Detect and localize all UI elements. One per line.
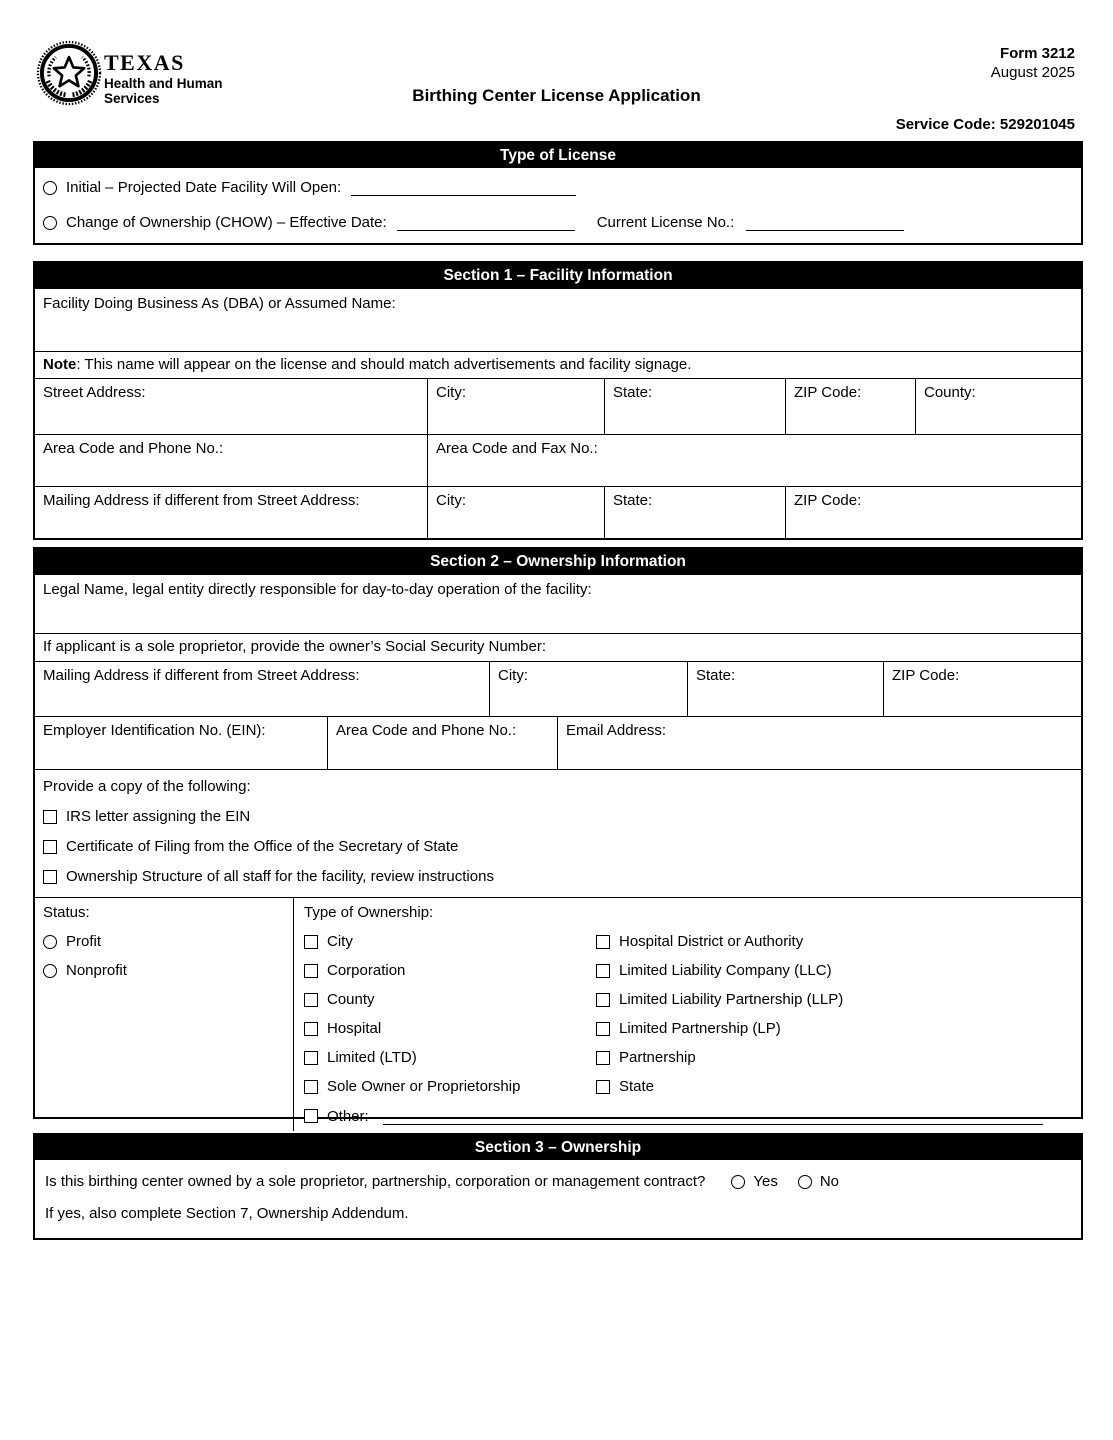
checkbox-county[interactable] xyxy=(304,993,318,1007)
checkbox-hospital-district[interactable] xyxy=(596,935,610,949)
owner-mailing-address-label: Mailing Address if different from Street Address: xyxy=(43,667,360,684)
chow-option-row xyxy=(43,214,1073,231)
checkbox-corporation[interactable] xyxy=(304,964,318,978)
mailing-address-field[interactable] xyxy=(35,487,427,538)
dba-label: Facility Doing Business As (DBA) or Assumed Name: xyxy=(43,295,396,312)
mailing-city-label: City: xyxy=(436,492,466,509)
provide-copy-item xyxy=(43,868,1073,885)
limited-ltd-option-label: Limited (LTD) xyxy=(327,1049,417,1066)
checkbox-ownership-structure[interactable] xyxy=(43,870,57,884)
ownership-type-label: Type of Ownership: xyxy=(304,904,434,921)
legal-name-label: Legal Name, legal entity directly responsible for day-to-day operation of the facility: xyxy=(43,581,592,598)
facility-address-row xyxy=(35,378,1081,434)
ownership-other-row xyxy=(304,1107,1071,1125)
provide-copy-item xyxy=(43,838,1073,855)
checkbox-other[interactable] xyxy=(304,1109,318,1123)
owner-phone-label: Area Code and Phone No.: xyxy=(336,722,517,739)
section2-box xyxy=(33,547,1083,1125)
radio-nonprofit[interactable] xyxy=(43,964,57,978)
owner-mailing-row xyxy=(35,661,1081,716)
corporation-option-label: Corporation xyxy=(327,962,406,979)
radio-initial[interactable] xyxy=(43,181,57,195)
mailing-address-label: Mailing Address if different from Street Address: xyxy=(43,492,360,509)
checkbox-partnership[interactable] xyxy=(596,1051,610,1065)
mailing-zip-label: ZIP Code: xyxy=(794,492,862,509)
facility-mailing-row xyxy=(35,486,1081,538)
status-cell xyxy=(35,898,293,1131)
type-of-license-content xyxy=(35,168,1081,243)
note-bold: Note xyxy=(43,356,77,373)
page-title: Birthing Center License Application xyxy=(412,86,701,105)
status-ownership-row xyxy=(35,897,1081,1125)
dba-note xyxy=(35,351,1081,378)
city-option-label: City xyxy=(327,933,353,950)
ownership-columns xyxy=(304,921,1071,1095)
county-field[interactable] xyxy=(915,379,1081,434)
initial-option-row xyxy=(43,179,1073,196)
hospital-option-label: Hospital xyxy=(327,1020,382,1037)
county-option-label: County xyxy=(327,991,375,1008)
hospital-district-option-label: Hospital District or Authority xyxy=(619,933,804,950)
checkbox-hospital[interactable] xyxy=(304,1022,318,1036)
lp-option-label: Limited Partnership (LP) xyxy=(619,1020,781,1037)
mailing-state-field[interactable] xyxy=(604,487,785,538)
ownership-question: Is this birthing center owned by a sole proprietor, partnership, corporation or management contract? xyxy=(45,1173,706,1190)
radio-yes[interactable] xyxy=(731,1175,745,1189)
section1-box xyxy=(33,261,1083,540)
service-code: Service Code: 529201045 xyxy=(895,116,1075,133)
phone-field[interactable] xyxy=(35,435,427,486)
nonprofit-label: Nonprofit xyxy=(66,962,127,979)
city-label: City: xyxy=(436,384,466,401)
checkbox-llc[interactable] xyxy=(596,964,610,978)
mailing-state-label: State: xyxy=(613,492,653,509)
email-field[interactable] xyxy=(557,717,1081,769)
owner-city-field[interactable] xyxy=(489,662,687,716)
ssn-field[interactable] xyxy=(35,633,1081,661)
radio-chow[interactable] xyxy=(43,216,57,230)
dba-field[interactable] xyxy=(35,288,1081,351)
email-label: Email Address: xyxy=(566,722,667,739)
section1-header: Section 1 – Facility Information xyxy=(35,263,1081,288)
fax-label: Area Code and Fax No.: xyxy=(436,440,598,457)
partnership-option-label: Partnership xyxy=(619,1049,696,1066)
initial-option-label: Initial – Projected Date Facility Will Open: xyxy=(66,179,342,196)
type-of-license-header: Type of License xyxy=(35,143,1081,168)
llp-option-label: Limited Liability Partnership (LLP) xyxy=(619,991,844,1008)
owner-zip-label: ZIP Code: xyxy=(892,667,960,684)
status-option xyxy=(43,933,285,950)
type-of-license-box xyxy=(33,141,1083,245)
other-option-label: Other: xyxy=(327,1107,369,1125)
agency-name: TEXAS xyxy=(104,50,185,75)
phone-label: Area Code and Phone No.: xyxy=(43,440,224,457)
sole-owner-option-label: Sole Owner or Proprietorship xyxy=(327,1078,521,1095)
checkbox-certificate-of-filing[interactable] xyxy=(43,840,57,854)
mailing-city-field[interactable] xyxy=(427,487,604,538)
ein-row xyxy=(35,716,1081,769)
chow-option-label: Change of Ownership (CHOW) – Effective Date: xyxy=(66,214,387,231)
section3-content xyxy=(35,1160,1081,1238)
chow-effective-date-field[interactable] xyxy=(397,215,575,231)
section7-note: If yes, also complete Section 7, Ownership Addendum. xyxy=(45,1205,409,1222)
owner-mailing-address-field[interactable] xyxy=(35,662,489,716)
ownership-question-row xyxy=(45,1173,1071,1190)
checkbox-lp[interactable] xyxy=(596,1022,610,1036)
street-address-label: Street Address: xyxy=(43,384,146,401)
checkbox-sole-owner[interactable] xyxy=(304,1080,318,1094)
owner-city-label: City: xyxy=(498,667,528,684)
zip-field[interactable] xyxy=(785,379,915,434)
radio-no[interactable] xyxy=(798,1175,812,1189)
status-label: Status: xyxy=(43,904,90,921)
yes-label: Yes xyxy=(753,1173,778,1190)
state-option-label: State xyxy=(619,1078,655,1095)
ssn-label: If applicant is a sole proprietor, provide the owner’s Social Security Number: xyxy=(43,638,547,655)
checkbox-irs-letter[interactable] xyxy=(43,810,57,824)
ownership-column-1 xyxy=(304,921,596,1095)
current-license-label: Current License No.: xyxy=(596,214,735,231)
section2-header: Section 2 – Ownership Information xyxy=(35,549,1081,574)
checkbox-llp[interactable] xyxy=(596,993,610,1007)
no-label: No xyxy=(819,1173,840,1190)
agency-line2: Services xyxy=(104,91,160,106)
street-address-field[interactable] xyxy=(35,379,427,434)
owner-state-field[interactable] xyxy=(687,662,883,716)
checkbox-limited-ltd[interactable] xyxy=(304,1051,318,1065)
provide-copy-item xyxy=(43,808,1073,825)
section3-header: Section 3 – Ownership xyxy=(35,1135,1081,1160)
legal-name-field[interactable] xyxy=(35,574,1081,633)
section3-box xyxy=(33,1133,1083,1240)
owner-zip-field[interactable] xyxy=(883,662,1081,716)
facility-phone-row xyxy=(35,434,1081,486)
owner-state-label: State: xyxy=(696,667,736,684)
checkbox-city[interactable] xyxy=(304,935,318,949)
form-date: August 2025 xyxy=(990,64,1075,81)
state-field[interactable] xyxy=(604,379,785,434)
status-option xyxy=(43,962,285,979)
certificate-of-filing-label: Certificate of Filing from the Office of the Secretary of State xyxy=(66,838,459,855)
mailing-zip-field[interactable] xyxy=(785,487,1081,538)
other-text-field[interactable] xyxy=(383,1107,1043,1125)
llc-option-label: Limited Liability Company (LLC) xyxy=(619,962,832,979)
ein-label: Employer Identification No. (EIN): xyxy=(43,722,266,739)
note-text: : This name will appear on the license and should match advertisements and facility signage. xyxy=(76,356,692,373)
current-license-field[interactable] xyxy=(746,215,904,231)
state-label: State: xyxy=(613,384,653,401)
agency-line1: Health and Human xyxy=(104,76,223,91)
owner-phone-field[interactable] xyxy=(327,717,557,769)
county-label: County: xyxy=(924,384,976,401)
radio-profit[interactable] xyxy=(43,935,57,949)
fax-field[interactable] xyxy=(427,435,1081,486)
initial-date-field[interactable] xyxy=(351,180,576,196)
ownership-structure-label: Ownership Structure of all staff for the facility, review instructions xyxy=(66,868,494,885)
form-number: Form 3212 xyxy=(999,45,1075,62)
profit-label: Profit xyxy=(66,933,102,950)
zip-label: ZIP Code: xyxy=(794,384,862,401)
provide-copy-block xyxy=(35,769,1081,897)
ownership-column-2 xyxy=(596,921,1071,1095)
city-field[interactable] xyxy=(427,379,604,434)
ownership-type-cell xyxy=(293,898,1081,1131)
irs-letter-label: IRS letter assigning the EIN xyxy=(66,808,251,825)
provide-copy-label: Provide a copy of the following: xyxy=(43,778,251,795)
ein-field[interactable] xyxy=(35,717,327,769)
form-meta xyxy=(991,44,1075,82)
checkbox-state[interactable] xyxy=(596,1080,610,1094)
